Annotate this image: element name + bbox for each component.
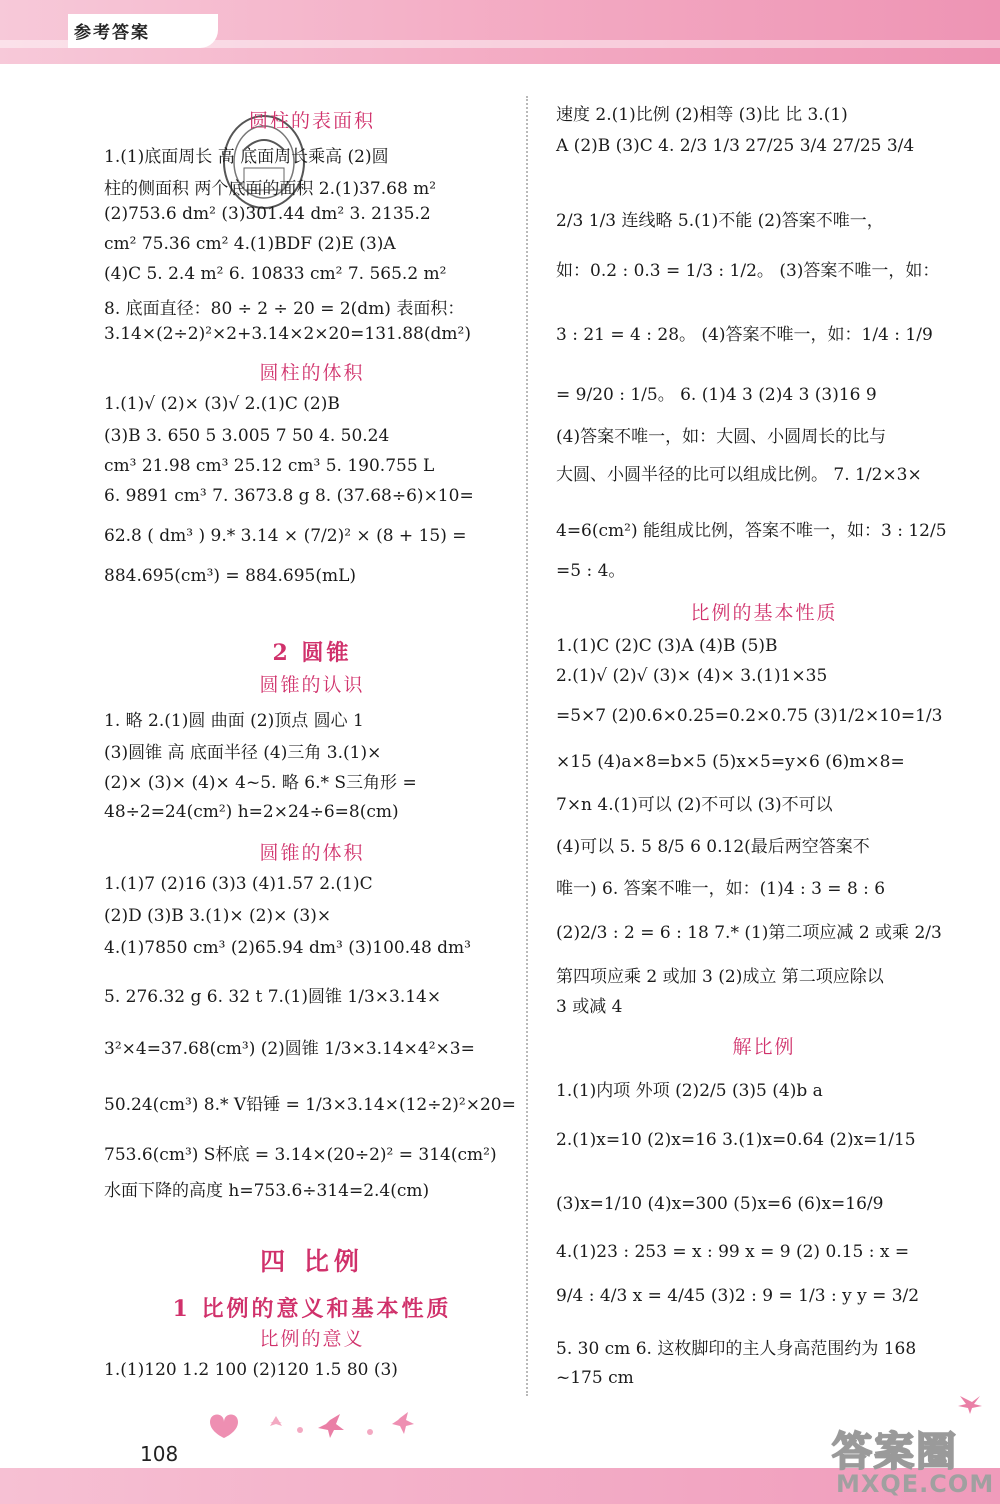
section-heading: 圆柱的表面积 [248,110,375,132]
answer-line: 48÷2=24(cm²) h=2×24÷6=8(cm) [104,802,399,822]
answer-line: 5. 276.32 g 6. 32 t 7.(1)圆锥 1/3×3.14× [104,987,442,1007]
answer-line: 8. 底面直径：80 ÷ 2 ÷ 20 = 2(dm) 表面积： [104,299,465,319]
answer-line: 884.695(cm³) = 884.695(mL) [104,566,357,586]
answer-line: 3.14×(2÷2)²×2+3.14×2×20=131.88(dm²) [104,324,471,344]
section-heading: 解比例 [732,1036,796,1058]
answer-line: cm² 75.36 cm² 4.(1)BDF (2)E (3)A [104,234,396,254]
answer-line: =5×7 (2)0.6×0.25=0.2×0.75 (3)1/2×10=1/3 [556,706,943,726]
answer-line: (4)答案不唯一，如：大圆、小圆周长的比与 [556,427,887,447]
answer-line: 1. 略 2.(1)圆 曲面 (2)顶点 圆心 1 [104,711,364,731]
answer-line: = 9/20 : 1/5。 6. (1)4 3 (2)4 3 (3)16 9 [556,385,877,405]
answer-line: (3)B 3. 650 5 3.005 7 50 4. 50.24 [104,426,390,446]
section-heading: 四 比例 [260,1247,364,1276]
answer-line: =5 : 4。 [556,561,626,581]
answer-line: 7×n 4.(1)可以 (2)不可以 (3)不可以 [556,795,833,815]
answer-line: A (2)B (3)C 4. 2/3 1/3 27/25 3/4 27/25 3/4 [556,136,915,156]
answer-line: (3)x=1/10 (4)x=300 (5)x=6 (6)x=16/9 [556,1194,884,1214]
answer-line: (4)C 5. 2.4 m² 6. 10833 cm² 7. 565.2 m² [104,264,447,284]
watermark-logo: 答案圈 [832,1429,958,1475]
answer-line: 2/3 1/3 连线略 5.(1)不能 (2)答案不唯一， [556,211,884,231]
answer-line: (3)圆锥 高 底面半径 (4)三角 3.(1)× [104,743,382,763]
answer-line: 1.(1)C (2)C (3)A (4)B (5)B [556,636,778,656]
header-title: 参考答案 [74,23,150,43]
section-heading: 比例的基本性质 [690,602,838,624]
answer-line: 4.(1)7850 cm³ (2)65.94 dm³ (3)100.48 dm³ [104,938,471,958]
answer-line: (4)可以 5. 5 8/5 6 0.12(最后两空答案不 [556,837,870,857]
column-divider [526,96,528,1396]
header-shine [0,40,1000,48]
answer-line: 1.(1)√ (2)× (3)√ 2.(1)C (2)B [104,394,340,414]
answer-line: 4.(1)23 : 253 = x : 99 x = 9 (2) 0.15 : x = [556,1242,910,1262]
answer-line: 9/4 : 4/3 x = 4/45 (3)2 : 9 = 1/3 : y y = 3/2 [556,1286,920,1306]
answer-line: 2.(1)x=10 (2)x=16 3.(1)x=0.64 (2)x=1/15 [556,1130,916,1150]
answer-line: 3 或减 4 [556,997,623,1017]
page-number: 108 [140,1442,179,1466]
answer-line: (2)D (3)B 3.(1)× (2)× (3)× [104,906,332,926]
section-heading: 圆锥的体积 [259,842,365,864]
answer-line: 2.(1)√ (2)√ (3)× (4)× 3.(1)1×35 [556,666,828,686]
answer-line: 753.6(cm³) S杯底 = 3.14×(20÷2)² = 314(cm²) [104,1145,497,1165]
answer-line: 4=6(cm²) 能组成比例，答案不唯一，如：3 : 12/5 [556,521,947,541]
answer-line: (2)2/3 : 2 = 6 : 18 7.* (1)第二项应减 2 或乘 2/3 [556,923,942,943]
section-heading: 2 圆锥 [272,640,352,666]
answer-line: 唯一) 6. 答案不唯一，如：(1)4 : 3 = 8 : 6 [556,879,886,899]
section-heading: 比例的意义 [259,1328,365,1350]
footer-decoration-star-icon [940,1392,990,1416]
answer-line: 如：0.2 : 0.3 = 1/3 : 1/2。 (3)答案不唯一，如： [556,261,940,281]
answer-line: 3²×4=37.68(cm³) (2)圆锥 1/3×3.14×4²×3= [104,1039,475,1059]
watermark-url: MXQE.COM [836,1470,995,1498]
answer-line: 1.(1)7 (2)16 (3)3 (4)1.57 2.(1)C [104,874,373,894]
answer-line: 5. 30 cm 6. 这枚脚印的主人身高范围约为 168 [556,1339,917,1359]
section-heading: 圆柱的体积 [259,362,365,384]
answer-line: 50.24(cm³) 8.* V铅锤 = 1/3×3.14×(12÷2)²×20= [104,1095,516,1115]
answer-line: 水面下降的高度 h=753.6÷314=2.4(cm) [104,1181,430,1201]
answer-line: 1.(1)内项 外项 (2)2/5 (3)5 (4)b a [556,1081,823,1101]
answer-line: ×15 (4)a×8=b×5 (5)x×5=y×6 (6)m×8= [556,752,905,772]
header-band [0,0,1000,64]
answer-line: 速度 2.(1)比例 (2)相等 (3)比 比 3.(1) [556,105,848,125]
answer-line: (2)× (3)× (4)× 4~5. 略 6.* S三角形 = [104,773,417,793]
answer-line: 6. 9891 cm³ 7. 3673.8 g 8. (37.68÷6)×10= [104,486,474,506]
section-heading: 圆锥的认识 [259,674,365,696]
answer-line: 柱的侧面积 两个底面的面积 2.(1)37.68 m² [104,179,437,199]
answer-line: 3 : 21 = 4 : 28。 (4)答案不唯一，如：1/4 : 1/9 [556,325,933,345]
answer-line: 1.(1)120 1.2 100 (2)120 1.5 80 (3) [104,1360,398,1380]
answer-line: 大圆、小圆半径的比可以组成比例。 7. 1/2×3× [556,465,922,485]
answer-line: 62.8 ( dm³ ) 9.* 3.14 × (7/2)² × (8 + 15) = [104,526,467,546]
answer-line: cm³ 21.98 cm³ 25.12 cm³ 5. 190.755 L [104,456,435,476]
answer-line: ~175 cm [556,1368,634,1388]
answer-line: (2)753.6 dm² (3)301.44 dm² 3. 2135.2 [104,204,431,224]
footer-decoration-hearts-icon [200,1400,460,1440]
section-heading: 1 比例的意义和基本性质 [172,1296,452,1322]
answer-line: 1.(1)底面周长 高 底面周长乘高 (2)圆 [104,147,389,167]
answer-line: 第四项应乘 2 或加 3 (2)成立 第二项应除以 [556,967,884,987]
